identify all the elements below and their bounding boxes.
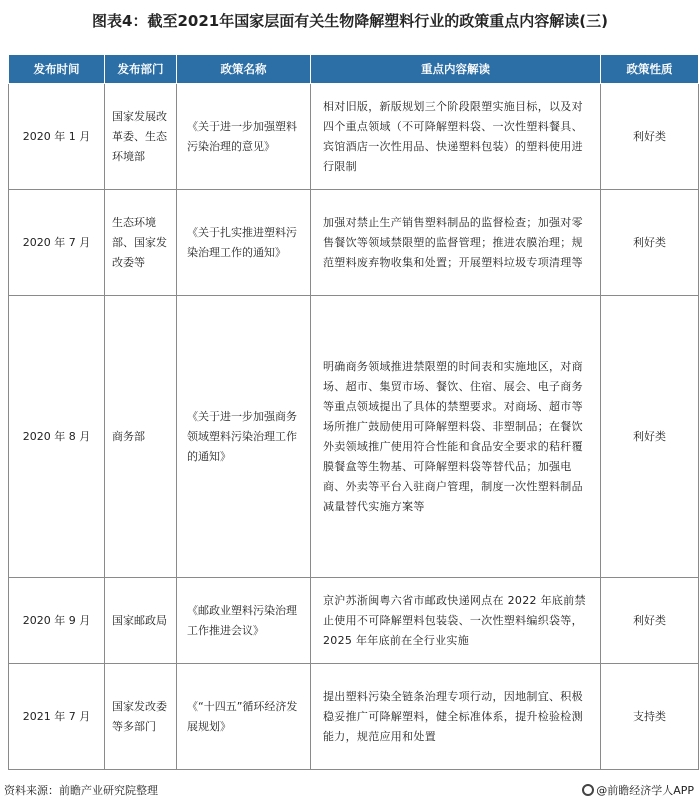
brand-logo-icon	[582, 784, 594, 796]
chart-title: 图表4：截至2021年国家层面有关生物降解塑料行业的政策重点内容解读(三)	[92, 12, 608, 30]
cell-policy-type: 利好类	[601, 84, 699, 190]
table-row	[9, 578, 699, 664]
policy-table	[8, 54, 699, 770]
table-row	[9, 190, 699, 296]
cell-policy-name: 《关于进一步加强塑料污染治理的意见》	[177, 84, 311, 190]
source-note: 资料来源：前瞻产业研究院整理	[4, 784, 158, 797]
table-row	[9, 296, 699, 578]
cell-key-content: 提出塑料污染全链条治理专项行动，因地制宜、积极稳妥推广可降解塑料，健全标准体系，提升检验检测能力，规范应用和处置	[311, 664, 601, 770]
cell-department: 国家发展改革委、生态环境部	[105, 84, 177, 190]
cell-key-content: 加强对禁止生产销售塑料制品的监督检查；加强对零售餐饮等领域禁限塑的监督管理；推进农膜治理；规范塑料废弃物收集和处置；开展塑料垃圾专项清理等	[311, 190, 601, 296]
cell-date: 2021 年 7 月	[9, 664, 105, 770]
cell-policy-type: 支持类	[601, 664, 699, 770]
cell-key-content: 京沪苏浙闽粤六省市邮政快递网点在 2022 年底前禁止使用不可降解塑料包装袋、一次性塑料编织袋等，2025 年年底前在全行业实施	[311, 578, 601, 664]
cell-policy-type: 利好类	[601, 190, 699, 296]
cell-department: 商务部	[105, 296, 177, 578]
table-row	[9, 664, 699, 770]
header-department: 发布部门	[105, 55, 177, 84]
cell-policy-name: 《“十四五”循环经济发展规划》	[177, 664, 311, 770]
cell-department: 生态环境部、国家发改委等	[105, 190, 177, 296]
cell-policy-type: 利好类	[601, 296, 699, 578]
cell-department: 国家发改委等多部门	[105, 664, 177, 770]
cell-date: 2020 年 9 月	[9, 578, 105, 664]
cell-key-content: 相对旧版，新版规划三个阶段限塑实施目标，以及对四个重点领域（不可降解塑料袋、一次性塑料餐具、宾馆酒店一次性用品、快递塑料包装）的塑料使用进行限制	[311, 84, 601, 190]
header-key-content: 重点内容解读	[311, 55, 601, 84]
brand-credit	[582, 782, 694, 798]
cell-key-content: 明确商务领域推进禁限塑的时间表和实施地区，对商场、超市、集贸市场、餐饮、住宿、展会、电子商务等重点领域提出了具体的禁塑要求。对商场、超市等场所推广鼓励使用可降解塑料袋、非塑制品；在餐饮外卖领域推广使用符合性能和食品安全要求的秸秆覆膜餐盒等生物基、可降解塑料袋等替代品；加强电商、外卖等平台入驻商户管理，制度一次性塑料制品减量替代实施方案等	[311, 296, 601, 578]
cell-policy-name: 《邮政业塑料污染治理工作推进会议》	[177, 578, 311, 664]
header-date: 发布时间	[9, 55, 105, 84]
cell-policy-name: 《关于进一步加强商务领域塑料污染治理工作的通知》	[177, 296, 311, 578]
cell-date: 2020 年 7 月	[9, 190, 105, 296]
cell-department: 国家邮政局	[105, 578, 177, 664]
cell-policy-type: 利好类	[601, 578, 699, 664]
cell-date: 2020 年 1 月	[9, 84, 105, 190]
header-policy-name: 政策名称	[177, 55, 311, 84]
table-header-row	[9, 55, 699, 84]
footer	[0, 782, 700, 802]
cell-date: 2020 年 8 月	[9, 296, 105, 578]
cell-policy-name: 《关于扎实推进塑料污染治理工作的通知》	[177, 190, 311, 296]
brand-label: @前瞻经济学人APP	[596, 784, 694, 797]
table-row	[9, 84, 699, 190]
header-policy-type: 政策性质	[601, 55, 699, 84]
